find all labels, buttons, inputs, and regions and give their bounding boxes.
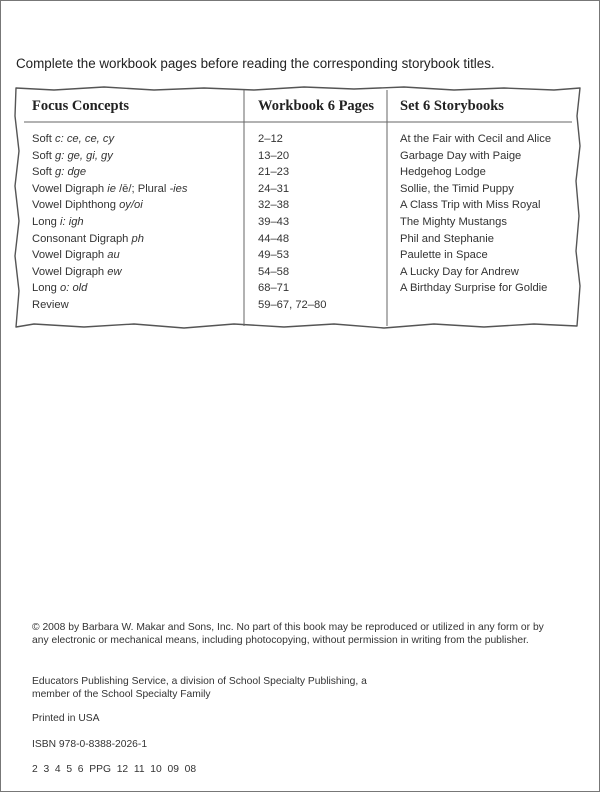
concept-concept-prefix: Soft [32, 166, 56, 179]
concept-concept-em: ie [107, 182, 116, 195]
concept-cell [32, 164, 187, 181]
pages-cell: 39–43 [258, 215, 290, 228]
storybook-cell: A Birthday Surprise for Goldie [400, 282, 548, 295]
concept-concept-prefix: Vowel Digraph [32, 182, 108, 195]
concept-cell [32, 197, 187, 214]
concept-cell [32, 264, 187, 281]
pages-column [258, 131, 326, 314]
publisher-text: Educators Publishing Service, a division of School Specialty Publishing, a member of the School Specialty Family [32, 676, 367, 701]
isbn: ISBN 978-0-8388-2026-1 [32, 739, 148, 750]
concept-concept-em: au [107, 249, 120, 262]
storybook-cell: The Mighty Mustangs [400, 215, 507, 228]
pages-cell: 32–38 [258, 199, 290, 212]
header-workbook-pages: Workbook 6 Pages [258, 98, 375, 114]
intro-text: Complete the workbook pages before reading the corresponding storybook titles. [16, 56, 495, 71]
concept-concept-em: oy/oi [119, 199, 143, 212]
concept-concept-prefix: Soft [32, 149, 56, 162]
concept-concept-em: g: ge, gi, gy [55, 149, 113, 162]
pages-cell: 54–58 [258, 265, 290, 278]
concept-concept-prefix: Long [32, 215, 60, 228]
concept-cell [32, 231, 187, 248]
pages-cell: 13–20 [258, 149, 290, 162]
concept-concept-prefix: Vowel Digraph [32, 249, 108, 262]
concept-concept-em: ph [131, 232, 144, 245]
pages-cell: 2–12 [258, 133, 283, 145]
concept-concept-em: o: old [60, 282, 88, 295]
pages-cell: 49–53 [258, 249, 290, 262]
publisher-info [32, 675, 392, 702]
storybook-cell: A Class Trip with Miss Royal [400, 199, 541, 212]
concept-concept-prefix: Soft [32, 133, 56, 145]
concept-cell [32, 280, 187, 297]
concept-cell [32, 247, 187, 264]
header-storybooks: Set 6 Storybooks [400, 98, 504, 114]
concept-concept-em: g: dge [55, 166, 87, 179]
concept-concept-prefix: Review [32, 298, 69, 311]
concept-concept-prefix: Vowel Digraph [32, 265, 108, 278]
storybook-cell: A Lucky Day for Andrew [400, 265, 519, 278]
storybook-cell: At the Fair with Cecil and Alice [400, 133, 552, 145]
storybook-cell: Phil and Stephanie [400, 232, 494, 245]
printed-in: Printed in USA [32, 713, 100, 724]
concept-concept-prefix: Long [32, 282, 60, 295]
concept-cell [32, 131, 187, 148]
concept-concept-em: ew [107, 265, 122, 278]
concept-concept-prefix: Consonant Digraph [32, 232, 132, 245]
pages-cell: 21–23 [258, 166, 290, 179]
pages-cell: 44–48 [258, 232, 290, 245]
concept-cell [32, 214, 187, 231]
concepts-table [14, 86, 582, 330]
print-line: 2 3 4 5 6 PPG 12 11 10 09 08 [32, 764, 197, 775]
pages-cell: 68–71 [258, 282, 290, 295]
concept-cell [32, 297, 187, 314]
concepts-column [32, 131, 187, 314]
concept-concept-prefix: Vowel Diphthong [32, 199, 120, 212]
concept-cell [32, 148, 187, 165]
storybook-cell: Garbage Day with Paige [400, 149, 522, 162]
header-focus-concepts: Focus Concepts [32, 98, 130, 114]
pages-cell: 24–31 [258, 182, 290, 195]
copyright-text: © 2008 by Barbara W. Makar and Sons, Inc. No part of this book may be reproduced or utilized in any form or by any electronic or mechanical means, including photocopying, without permission in writing from the publisher. [32, 622, 544, 647]
pages-cell: 59–67, 72–80 [258, 298, 327, 311]
concept-concept-mid: /ē/; Plural [115, 182, 170, 195]
concept-concept-em: c: ce, ce, cy [55, 133, 115, 145]
storybook-cell: Hedgehog Lodge [400, 166, 486, 179]
copyright-notice [32, 621, 552, 648]
concept-cell [32, 181, 187, 198]
storybooks-column [400, 131, 551, 297]
storybook-cell: Sollie, the Timid Puppy [400, 182, 514, 195]
concept-concept-em: i: igh [60, 215, 84, 228]
storybook-cell: Paulette in Space [400, 249, 488, 262]
concept-concept-em2: -ies [169, 182, 188, 195]
